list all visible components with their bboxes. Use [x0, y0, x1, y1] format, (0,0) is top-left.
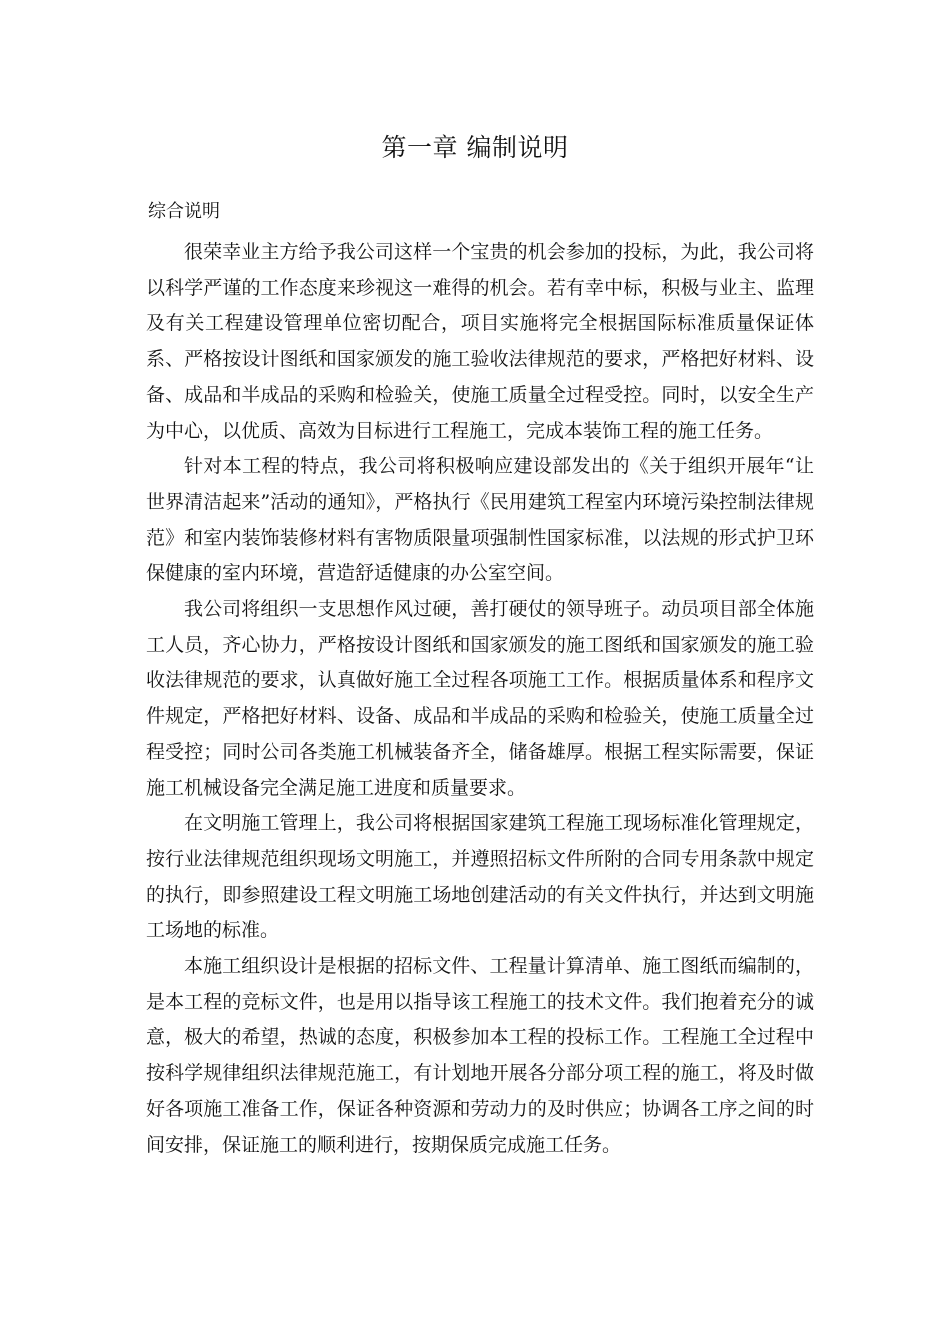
paragraph-5: 本施工组织设计是根据的招标文件、工程量计算清单、施工图纸而编制的，是本工程的竞标文件，也是用以指导该工程施工的技术文件。我们抱着充分的诚意，极大的希望，热诚的态度，积极参加本工程的投标工作。工程施工全过程中按科学规律组织法律规范施工，有计划地开展各分部分项工程的施工，将及时做好各项施工准备工作，保证各种资源和劳动力的及时供应；协调各工序之间的时间安排，保证施工的顺利进行，按期保质完成施工任务。	[146, 955, 814, 1156]
body-text	[146, 235, 814, 1163]
paragraph-3: 我公司将组织一支思想作风过硬，善打硬仗的领导班子。动员项目部全体施工人员，齐心协力，严格按设计图纸和国家颁发的施工图纸和国家颁发的施工验收法律规范的要求，认真做好施工全过程各项施工工作。根据质量体系和程序文件规定，严格把好材料、设备、成品和半成品的采购和检验关，使施工质量全过程受控；同时公司各类施工机械装备齐全，储备雄厚。根据工程实际需要，保证施工机械设备完全满足施工进度和质量要求。	[146, 598, 814, 799]
section-heading: 综合说明	[148, 201, 220, 222]
chapter-title: 第一章 编制说明	[381, 133, 569, 162]
paragraph-1: 很荣幸业主方给予我公司这样一个宝贵的机会参加的投标，为此，我公司将以科学严谨的工作态度来珍视这一难得的机会。若有幸中标，积极与业主、监理及有关工程建设管理单位密切配合，项目实施将完全根据国际标准质量保证体系、严格按设计图纸和国家颁发的施工验收法律规范的要求，严格把好材料、设备、成品和半成品的采购和检验关，使施工质量全过程受控。同时，以安全生产为中心，以优质、高效为目标进行工程施工，完成本装饰工程的施工任务。	[146, 241, 814, 442]
paragraph-4: 在文明施工管理上，我公司将根据国家建筑工程施工现场标准化管理规定，按行业法律规范组织现场文明施工，并遵照招标文件所附的合同专用条款中规定的执行，即参照建设工程文明施工场地创建活动的有关文件执行，并达到文明施工场地的标准。	[146, 812, 814, 942]
paragraph-2: 针对本工程的特点，我公司将积极响应建设部发出的《关于组织开展年“让世界清洁起来”活动的通知》，严格执行《民用建筑工程室内环境污染控制法律规范》和室内装饰装修材料有害物质限量项强制性国家标准，以法规的形式护卫环保健康的室内环境，营造舒适健康的办公室空间。	[146, 455, 814, 585]
